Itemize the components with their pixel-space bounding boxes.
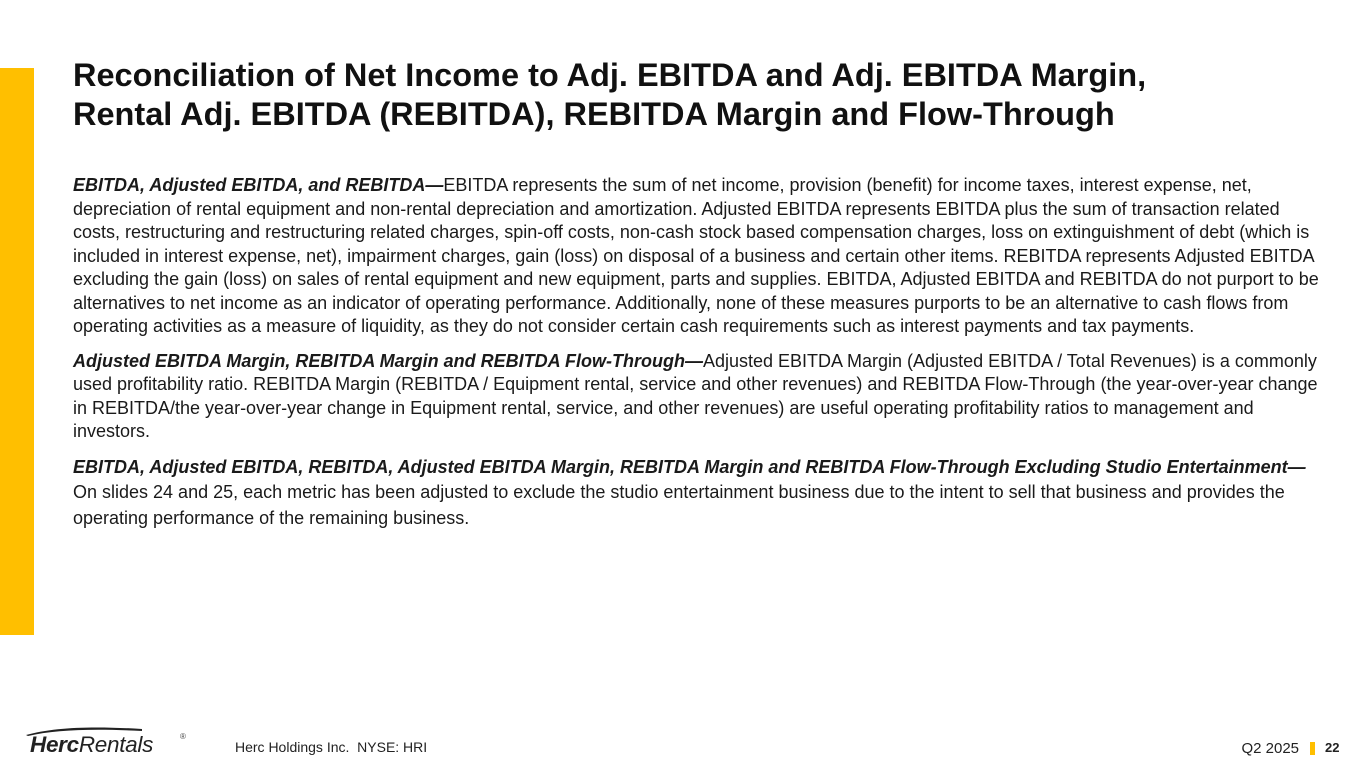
footer-quarter: Q2 2025 xyxy=(1241,740,1299,757)
accent-bar xyxy=(0,68,34,635)
body-text xyxy=(73,174,1323,542)
paragraph-studio-exclusion xyxy=(73,455,1323,532)
paragraph-lead: EBITDA, Adjusted EBITDA, REBITDA, Adjusted EBITDA Margin, REBITDA Margin and REBITDA Flow-Through Excluding Studio Entertainment— xyxy=(73,456,1306,477)
paragraph-lead: EBITDA, Adjusted EBITDA, and REBITDA— xyxy=(73,175,444,195)
title-line-2: Rental Adj. EBITDA (REBITDA), REBITDA Margin and Flow-Through xyxy=(73,96,1115,132)
logo-wordmark: HercRentals xyxy=(30,732,154,757)
paragraph-text: EBITDA represents the sum of net income, provision (benefit) for income taxes, interest expense, net, depreciation of rental equipment and non-rental depreciation and amortization. Adjusted EBITDA represents EBITDA plus the sum of transaction related costs, restructuring and restructuring related charges, spin-off costs, non-cash stock based compensation charges, loss on extinguishment of debt (which is included in interest expense, net), impairment charges, gain (loss) on disposal of a business and certain other items. REBITDA represents Adjusted EBITDA excluding the gain (loss) on sales of rental equipment and new equipment, parts and supplies. EBITDA, Adjusted EBITDA and REBITDA do not purport to be alternatives to net income as an indicator of operating performance. Additionally, none of these measures purports to be an alternative to cash flows from operating activities as a measure of liquidity, as they do not consider certain cash requirements such as interest payments and tax payments. xyxy=(73,175,1319,336)
registered-mark: ® xyxy=(180,732,186,741)
paragraph-margin-definition xyxy=(73,350,1323,444)
footer-marker xyxy=(1310,742,1315,755)
slide-title xyxy=(73,56,1303,134)
herc-rentals-logo xyxy=(20,726,190,760)
paragraph-text: Adjusted EBITDA Margin (Adjusted EBITDA / Total Revenues) is a commonly used profitability ratio. REBITDA Margin (REBITDA / Equipment rental, service and other revenues) and REBITDA Flow-Through (the year-over-year change in REBITDA/the year-over-year change in Equipment rental, service, and other revenues) are useful operating profitability ratios to management and investors. xyxy=(73,350,1318,441)
paragraph-lead: Adjusted EBITDA Margin, REBITDA Margin and REBITDA Flow-Through— xyxy=(73,350,703,371)
paragraph-text: On slides 24 and 25, each metric has been adjusted to exclude the studio entertainment business due to the intent to sell that business and provides the operating performance of the remaining business. xyxy=(73,482,1285,528)
title-line-1: Reconciliation of Net Income to Adj. EBITDA and Adj. EBITDA Margin, xyxy=(73,57,1147,93)
page-number: 22 xyxy=(1325,740,1340,755)
paragraph-ebitda-definition xyxy=(73,174,1323,339)
footer-company: Herc Holdings Inc. NYSE: HRI xyxy=(235,739,428,755)
